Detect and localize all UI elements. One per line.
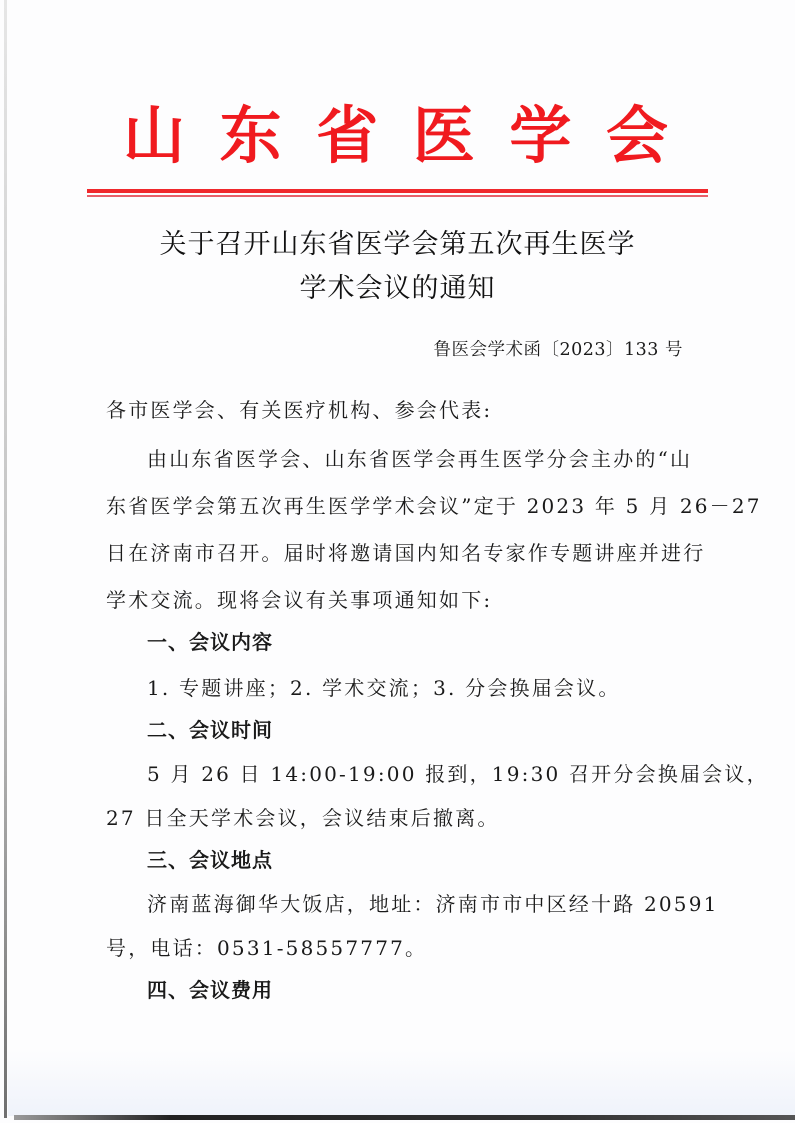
- section-heading-time: 二、会议时间: [147, 718, 273, 742]
- section-heading-fees: 四、会议费用: [147, 978, 273, 1002]
- intro-line: 学术交流。现将会议有关事项通知如下:: [106, 588, 493, 612]
- masthead-char: 东: [219, 99, 282, 172]
- intro-line: 由山东省医学会、山东省医学会再生医学分会主办的“山: [147, 447, 693, 471]
- section-heading-content: 一、会议内容: [147, 630, 273, 654]
- masthead-char: 山: [123, 99, 186, 172]
- section-time-line: 5 月 26 日 14:00-19:00 报到，19:30 召开分会换届会议，: [147, 762, 769, 786]
- masthead-rule-thin: [87, 195, 708, 197]
- scan-left-edge: [4, 0, 7, 1118]
- document-title-line-2: 学术会议的通知: [299, 273, 496, 304]
- document-number: 鲁医会学术函〔2023〕133 号: [433, 340, 683, 360]
- intro-line: 东省医学会第五次再生医学学术会议”定于 2023 年 5 月 26－27: [106, 494, 762, 518]
- masthead-char: 会: [605, 99, 668, 172]
- masthead-rule-thick: [87, 189, 708, 193]
- section-time-line: 27 日全天学术会议，会议结束后撤离。: [106, 806, 500, 830]
- intro-line: 日在济南市召开。届时将邀请国内知名专家作专题讲座并进行: [106, 541, 706, 565]
- masthead-char: 省: [316, 99, 379, 172]
- section-venue-line: 济南蓝海御华大饭店，地址：济南市市中区经十路 20591: [147, 892, 719, 916]
- section-content-line: 1. 专题讲座；2. 学术交流；3. 分会换届会议。: [147, 676, 621, 700]
- masthead: [87, 96, 708, 176]
- masthead-char: 医: [412, 99, 475, 172]
- section-heading-venue: 三、会议地点: [147, 848, 273, 872]
- scan-bottom-edge: [14, 1115, 795, 1120]
- salutation: 各市医学会、有关医疗机构、参会代表:: [106, 398, 493, 422]
- masthead-char: 学: [509, 99, 572, 172]
- scan-shading: [8, 1050, 795, 1116]
- section-venue-line: 号，电话：0531-58557777。: [106, 936, 428, 960]
- document-title-line-1: 关于召开山东省医学会第五次再生医学: [159, 229, 636, 260]
